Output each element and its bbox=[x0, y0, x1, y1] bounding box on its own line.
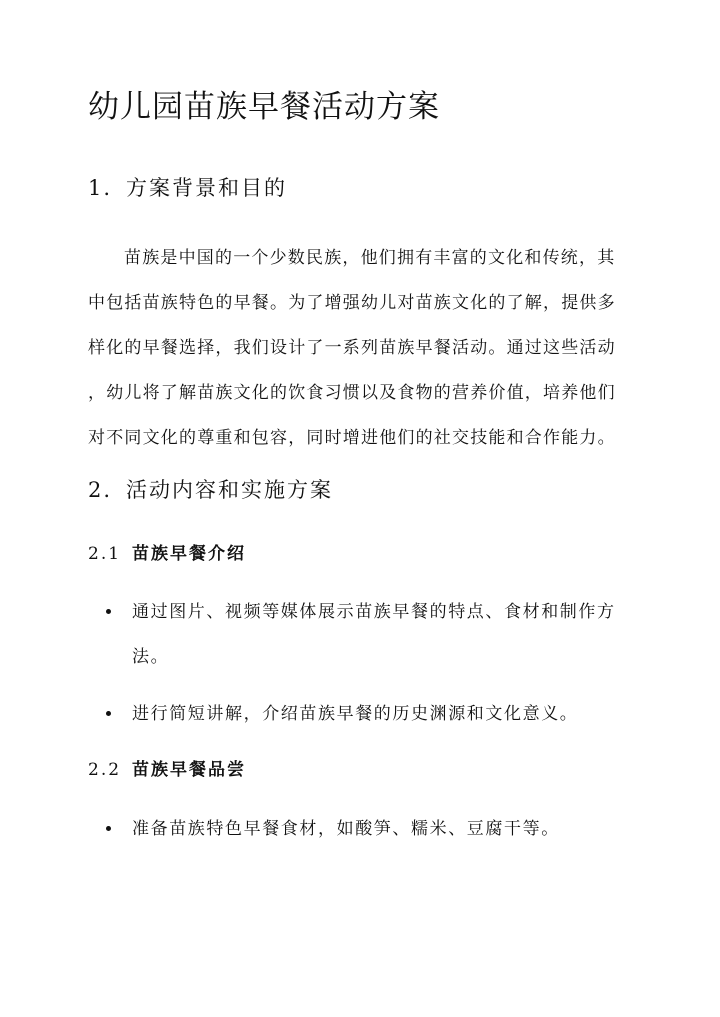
bullet-icon bbox=[106, 826, 111, 831]
list-item-line: 进行简短讲解，介绍苗族早餐的历史渊源和文化意义。 bbox=[132, 704, 579, 724]
subsection-heading-tasting bbox=[88, 757, 246, 783]
section-heading-activities bbox=[88, 475, 333, 505]
section-title: 活动内容和实施方案 bbox=[126, 478, 333, 502]
list-item-text bbox=[132, 692, 636, 737]
list-item bbox=[106, 590, 636, 680]
section-number: 1. bbox=[88, 176, 113, 200]
list-item bbox=[106, 692, 636, 737]
background-paragraph bbox=[88, 236, 636, 461]
document-title: 幼儿园苗族早餐活动方案 bbox=[88, 89, 440, 125]
list-item-line: 准备苗族特色早餐食材，如酸笋、糯米、豆腐干等。 bbox=[132, 819, 560, 839]
paragraph-line: 苗族是中国的一个少数民族，他们拥有丰富的文化和传统，其 bbox=[124, 248, 616, 268]
paragraph-line: 样化的早餐选择，我们设计了一系列苗族早餐活动。通过这些活动 bbox=[88, 338, 616, 358]
section-heading-background bbox=[88, 173, 287, 203]
subsection-number: 2.2 bbox=[88, 760, 122, 780]
list-item-line: 通过图片、视频等媒体展示苗族早餐的特点、食材和制作方 bbox=[132, 602, 616, 622]
list-item-text bbox=[132, 590, 636, 680]
paragraph-line: 中包括苗族特色的早餐。为了增强幼儿对苗族文化的了解，提供多 bbox=[88, 293, 616, 313]
bullet-icon bbox=[106, 609, 111, 614]
subsection-title: 苗族早餐介绍 bbox=[132, 544, 246, 564]
subsection-number: 2.1 bbox=[88, 544, 122, 564]
list-item bbox=[106, 807, 636, 852]
paragraph-line: 对不同文化的尊重和包容，同时增进他们的社交技能和合作能力。 bbox=[88, 428, 616, 448]
bullet-icon bbox=[106, 711, 111, 716]
subsection-title: 苗族早餐品尝 bbox=[132, 760, 246, 780]
section-number: 2. bbox=[88, 478, 113, 502]
list-item-line: 法。 bbox=[132, 647, 170, 667]
subsection-heading-intro bbox=[88, 541, 246, 567]
paragraph-line: ，幼儿将了解苗族文化的饮食习惯以及食物的营养价值，培养他们 bbox=[88, 383, 616, 403]
section-title: 方案背景和目的 bbox=[126, 176, 287, 200]
list-item-text bbox=[132, 807, 636, 852]
